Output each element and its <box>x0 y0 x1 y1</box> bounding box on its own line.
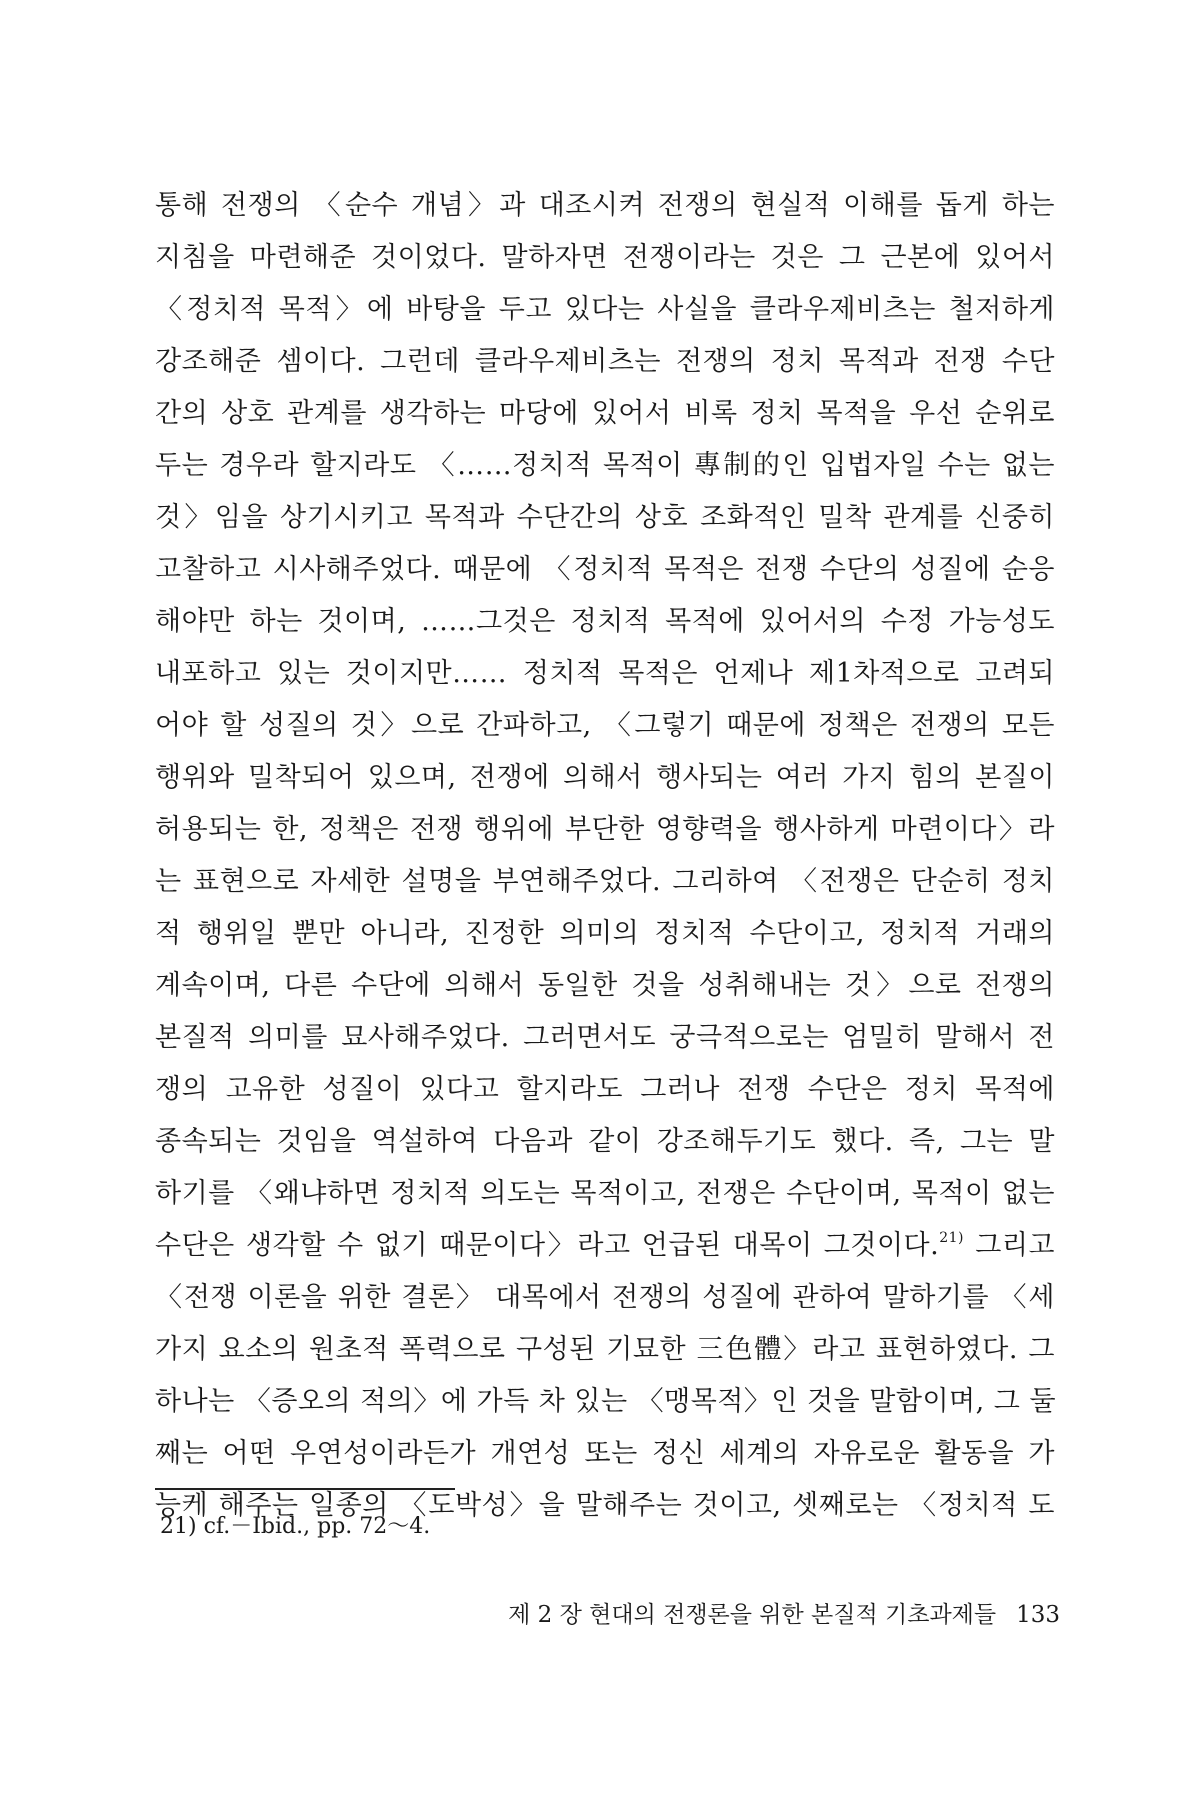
page-number: 133 <box>1016 1602 1060 1628</box>
text-line: 지침을 마련해준 것이었다. 말하자면 전쟁이라는 것은 그 근본에 있어서 <box>155 242 1055 273</box>
text-line: 째는 어떤 우연성이라든가 개연성 또는 정신 세계의 자유로운 활동을 가 <box>155 1438 1055 1469</box>
text-line: 쟁의 고유한 성질이 있다고 할지라도 그러나 전쟁 수단은 정치 목적에 <box>155 1074 1055 1105</box>
text-line: 고찰하고 시사해주었다. 때문에 〈정치적 목적은 전쟁 수단의 성질에 순응 <box>155 554 1055 585</box>
text-line: 종속되는 것임을 역설하여 다음과 같이 강조해두기도 했다. 즉, 그는 말 <box>155 1126 1055 1157</box>
text-line: 간의 상호 관계를 생각하는 마당에 있어서 비록 정치 목적을 우선 순위로 <box>155 398 1055 429</box>
footnote-reference[interactable]: 21) <box>939 1230 964 1246</box>
text-line: 하기를 〈왜냐하면 정치적 의도는 목적이고, 전쟁은 수단이며, 목적이 없는 <box>155 1178 1055 1209</box>
text-line: 능케 해주는 일종의 〈도박성〉을 말해주는 것이고, 셋째로는 〈정치적 도 <box>155 1490 1055 1521</box>
text-segment: 그리고 <box>963 1230 1055 1261</box>
body-text <box>155 180 1055 1532</box>
text-line: 내포하고 있는 것이지만…… 정치적 목적은 언제나 제1차적으로 고려되 <box>155 658 1055 689</box>
footnote-divider <box>155 1488 455 1490</box>
text-line: 적 행위일 뿐만 아니라, 진정한 의미의 정치적 수단이고, 정치적 거래의 <box>155 918 1055 949</box>
text-line: 해야만 하는 것이며, ……그것은 정치적 목적에 있어서의 수정 가능성도 <box>155 606 1055 637</box>
text-line-with-footnote-ref <box>155 1220 1055 1272</box>
text-segment: 수단은 생각할 수 없기 때문이다〉라고 언급된 대목이 그것이다. <box>155 1230 940 1261</box>
text-line: 가지 요소의 원초적 폭력으로 구성된 기묘한 三色體〉라고 표현하였다. 그 <box>155 1334 1055 1365</box>
text-line: 하나는 〈증오의 적의〉에 가득 차 있는 〈맹목적〉인 것을 말함이며, 그 둘 <box>155 1386 1057 1417</box>
text-line: 〈정치적 목적〉에 바탕을 두고 있다는 사실을 클라우제비츠는 철저하게 <box>155 294 1055 325</box>
text-line: 통해 전쟁의 〈순수 개념〉과 대조시켜 전쟁의 현실적 이해를 돕게 하는 <box>155 190 1055 221</box>
text-line: 계속이며, 다른 수단에 의해서 동일한 것을 성취해내는 것〉으로 전쟁의 <box>155 970 1055 1001</box>
text-line: 행위와 밀착되어 있으며, 전쟁에 의해서 행사되는 여러 가지 힘의 본질이 <box>155 762 1055 793</box>
text-line: 는 표현으로 자세한 설명을 부연해주었다. 그리하여 〈전쟁은 단순히 정치 <box>155 866 1055 897</box>
text-line: 두는 경우라 할지라도 〈……정치적 목적이 專制的인 입법자일 수는 없는 <box>155 450 1055 481</box>
text-line: 강조해준 셈이다. 그런데 클라우제비츠는 전쟁의 정치 목적과 전쟁 수단 <box>155 346 1055 377</box>
footnote: 21) cf.－Ibid., pp. 72～4. <box>160 1514 431 1539</box>
text-line: 〈전쟁 이론을 위한 결론〉 대목에서 전쟁의 성질에 관하여 말하기를 〈세 <box>155 1282 1055 1313</box>
text-line: 것〉임을 상기시키고 목적과 수단간의 상호 조화적인 밀착 관계를 신중히 <box>155 502 1055 533</box>
running-footer <box>420 1598 1060 1632</box>
text-line: 허용되는 한, 정책은 전쟁 행위에 부단한 영향력을 행사하게 마련이다〉라 <box>155 814 1055 845</box>
text-line: 어야 할 성질의 것〉으로 간파하고, 〈그렇기 때문에 정책은 전쟁의 모든 <box>155 710 1055 741</box>
text-line: 본질적 의미를 묘사해주었다. 그러면서도 궁극적으로는 엄밀히 말해서 전 <box>155 1022 1055 1053</box>
chapter-title: 제 2 장 현대의 전쟁론을 위한 본질적 기초과제들 <box>508 1602 997 1628</box>
